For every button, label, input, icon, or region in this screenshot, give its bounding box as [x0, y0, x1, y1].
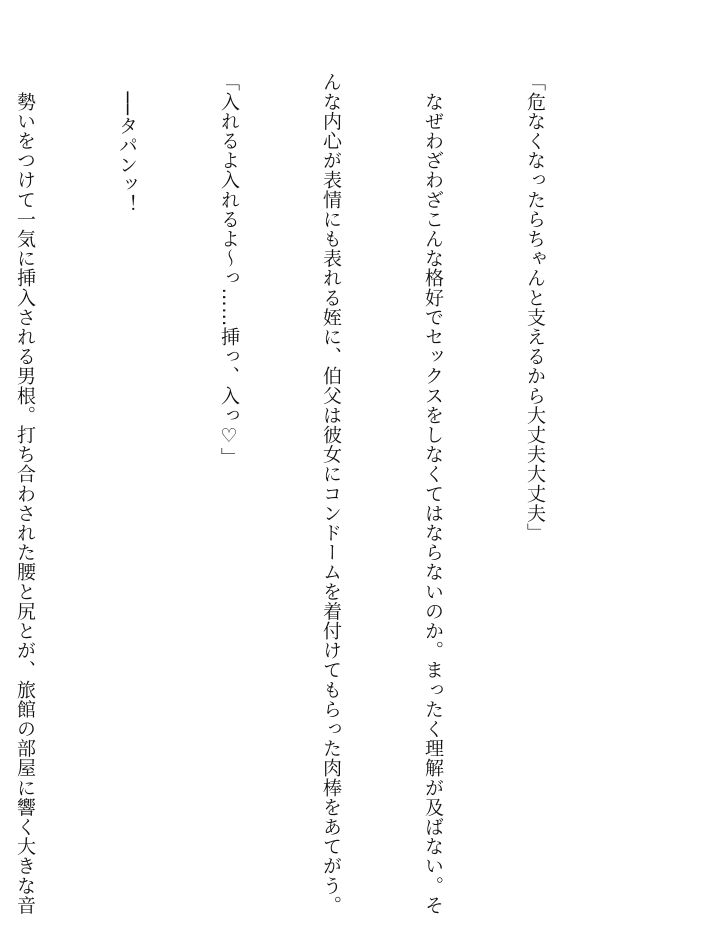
text-line: 「入れるよ入れるよ〜っ……挿っ、入っ♡」: [218, 72, 240, 467]
text-line: ──タパンッ！: [116, 72, 138, 214]
text-line: 勢いをつけて一気に挿入される男根。打ち合わされた腰と尻とが、旅館の部屋に響く大きな音: [14, 72, 36, 915]
vertical-text-body: [0, 72, 620, 915]
text-line: 「危なくなったらちゃんと支えるから大丈夫大丈夫」: [524, 72, 546, 543]
text-line: なぜわざわざこんな格好でセックスをしなくてはならないのか。まったく理解が及ばない。そ: [422, 72, 444, 915]
text-line: んな内心が表情にも表れる姪に、伯父は彼女にコンドームを着付けてもらった肉棒をあてがう。: [320, 72, 342, 915]
